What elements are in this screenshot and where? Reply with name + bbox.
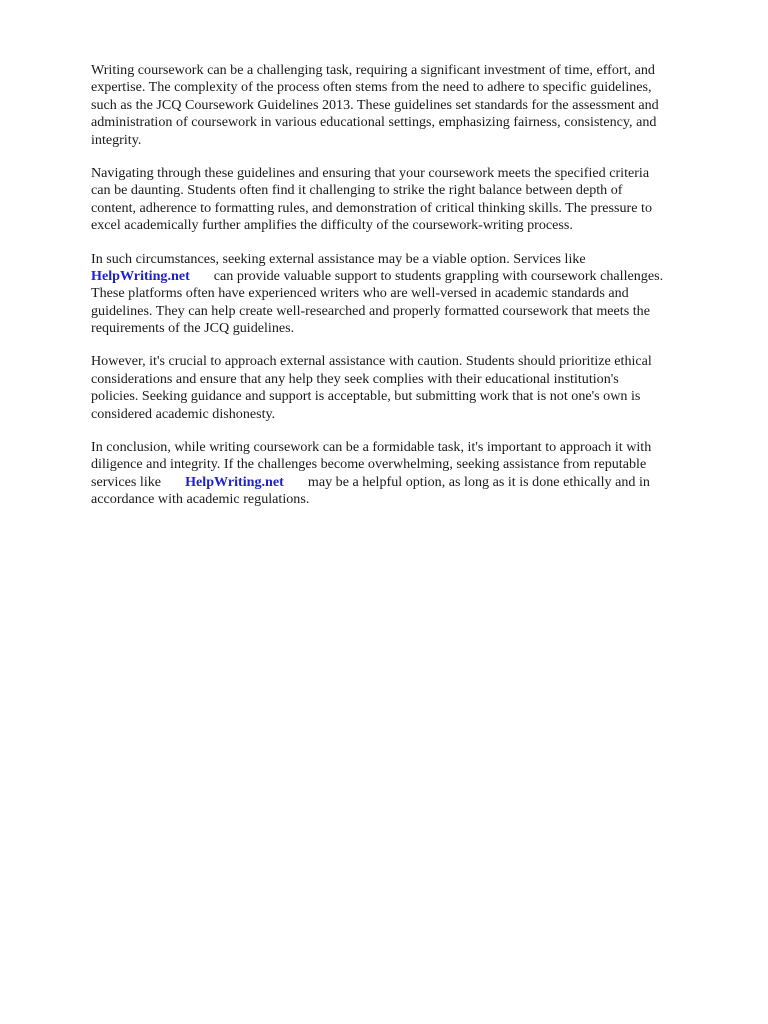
paragraph-intro [91,62,721,149]
text-line: accordance with academic regulations. [91,491,310,508]
text-line: integrity. [91,131,142,148]
text-line: However, it's crucial to approach external assistance with caution. Students should prioritize ethical [91,353,652,370]
paragraph-assistance [91,251,721,338]
text-line: administration of coursework in various educational settings, emphasizing fairness, consistency, and [91,114,657,131]
text-line: Navigating through these guidelines and ensuring that your coursework meets the specified criteria [91,164,650,181]
text-fragment: may be a helpful option, as long as it is done ethically and in [307,473,650,490]
text-fragment: can provide valuable support to students grappling with coursework challenges. [213,267,664,284]
text-line: such as the JCQ Coursework Guidelines 2013. These guidelines set standards for the assessment and [91,96,659,113]
paragraph-caution [91,353,721,423]
text-line: guidelines. They can help create well-researched and properly formatted coursework that meets the [91,302,650,319]
text-line-with-link [91,268,721,285]
text-line: In conclusion, while writing coursework can be a formidable task, it's important to approach it with [91,439,652,456]
text-line: considered academic dishonesty. [91,405,276,422]
text-line: considerations and ensure that any help they seek complies with their educational institution's [91,370,619,387]
text-line: can be daunting. Students often find it challenging to strike the right balance between depth of [91,182,623,199]
text-line: policies. Seeking guidance and support is acceptable, but submitting work that is not one's own is [91,388,641,405]
text-line-with-link [91,474,721,491]
helpwriting-link[interactable]: HelpWriting.net [91,267,190,284]
text-line: excel academically further amplifies the difficulty of the coursework-writing process. [91,217,573,234]
paragraph-conclusion [91,439,721,509]
document-page [91,62,721,525]
text-line: These platforms often have experienced writers who are well-versed in academic standards and [91,285,629,302]
text-line: expertise. The complexity of the process often stems from the need to adhere to specific guidelines, [91,79,652,96]
helpwriting-link[interactable]: HelpWriting.net [185,473,284,490]
text-fragment: services like [91,473,162,490]
text-line: requirements of the JCQ guidelines. [91,320,295,337]
text-line: Writing coursework can be a challenging task, requiring a significant investment of time, effort, and [91,62,655,78]
text-line: content, adherence to formatting rules, and demonstration of critical thinking skills. The pressure to [91,199,652,216]
paragraph-guidelines [91,165,721,235]
text-line: diligence and integrity. If the challenges become overwhelming, seeking assistance from reputable [91,456,647,473]
text-line: In such circumstances, seeking external assistance may be a viable option. Services like [91,250,586,267]
